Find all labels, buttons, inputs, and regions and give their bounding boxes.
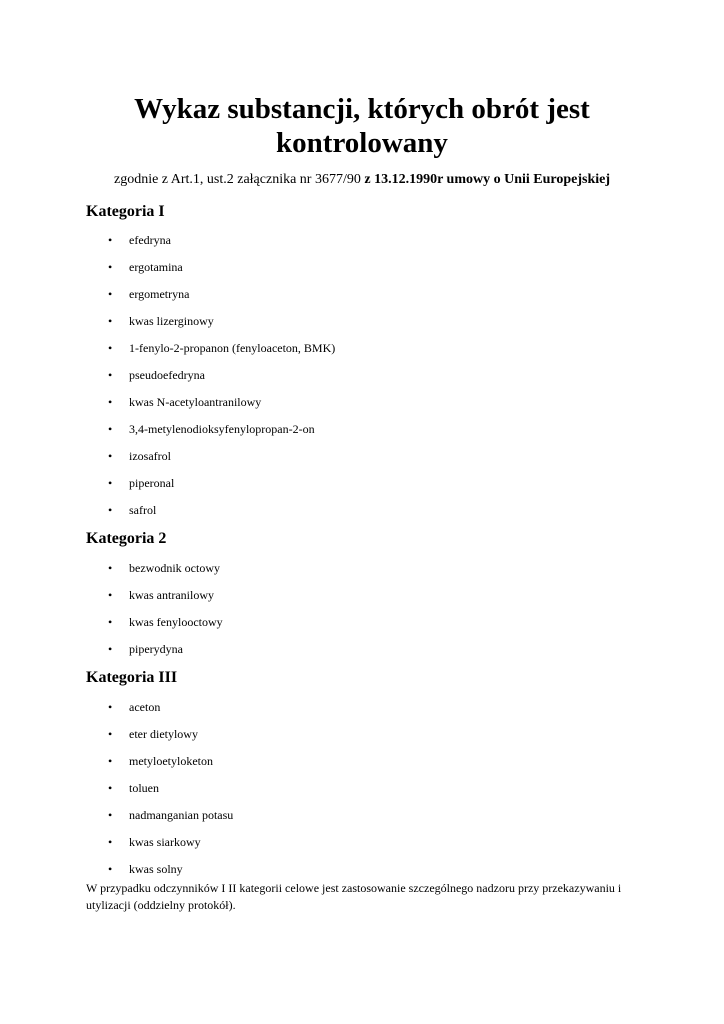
list-item-label: efedryna [129, 233, 171, 247]
category-heading-2: Kategoria 2 [86, 530, 167, 547]
list-item-label: bezwodnik octowy [129, 561, 220, 575]
bullet-icon: • [108, 341, 113, 355]
list-item-label: pseudoefedryna [129, 368, 205, 382]
bullet-icon: • [108, 287, 113, 301]
bullet-icon: • [108, 233, 113, 247]
bullet-icon: • [108, 395, 113, 409]
bullet-icon: • [108, 561, 113, 575]
list-item-label: toluen [129, 781, 159, 795]
list-item-label: safrol [129, 503, 157, 517]
list-item-label: izosafrol [129, 449, 171, 463]
list-item-label: kwas solny [129, 862, 183, 876]
bullet-icon: • [108, 808, 113, 822]
list-item-label: ergotamina [129, 260, 183, 274]
bullet-icon: • [108, 449, 113, 463]
list-item-label: aceton [129, 700, 161, 714]
page-subtitle [40, 171, 684, 189]
bullet-icon: • [108, 700, 113, 714]
bullet-icon: • [108, 781, 113, 795]
list-item-label: ergometryna [129, 287, 190, 301]
bullet-icon: • [108, 422, 113, 436]
list-item-label: kwas siarkowy [129, 835, 201, 849]
list-item-label: 1-fenylo-2-propanon (fenyloaceton, BMK) [129, 341, 336, 355]
list-item-label: kwas N-acetyloantranilowy [129, 395, 262, 409]
bullet-icon: • [108, 642, 113, 656]
subtitle-bold-text: z 13.12.1990r umowy o Unii Europejskiej [364, 172, 611, 187]
list-item-label: 3,4-metylenodioksyfenylopropan-2-on [129, 422, 315, 436]
subtitle-regular-text: zgodnie z Art.1, ust.2 załącznika nr 3677/90 [113, 172, 365, 187]
bullet-icon: • [108, 314, 113, 328]
category-heading-1: Kategoria I [86, 203, 165, 220]
list-item-label: eter dietylowy [129, 727, 198, 741]
list-item-label: metyloetyloketon [129, 754, 213, 768]
footnote-text: W przypadku odczynników I II kategorii celowe jest zastosowanie szczególnego nadzoru przy przekazywaniu i utylizacji (oddzielny protokół). [86, 881, 622, 912]
list-item-label: piperonal [129, 476, 175, 490]
list-item-label: nadmanganian potasu [129, 808, 234, 822]
bullet-icon: • [108, 727, 113, 741]
bullet-icon: • [108, 260, 113, 274]
list-item-label: kwas fenylooctowy [129, 615, 223, 629]
page-title: Wykaz substancji, których obrót jest kontrolowany [134, 93, 590, 159]
bullet-icon: • [108, 588, 113, 602]
list-item-label: kwas lizerginowy [129, 314, 214, 328]
list-item-label: piperydyna [129, 642, 183, 656]
bullet-icon: • [108, 754, 113, 768]
list-item-label: kwas antranilowy [129, 588, 214, 602]
bullet-icon: • [108, 476, 113, 490]
category-heading-3: Kategoria III [86, 669, 178, 686]
bullet-icon: • [108, 368, 113, 382]
bullet-icon: • [108, 503, 113, 517]
bullet-icon: • [108, 862, 113, 876]
bullet-icon: • [108, 615, 113, 629]
bullet-icon: • [108, 835, 113, 849]
